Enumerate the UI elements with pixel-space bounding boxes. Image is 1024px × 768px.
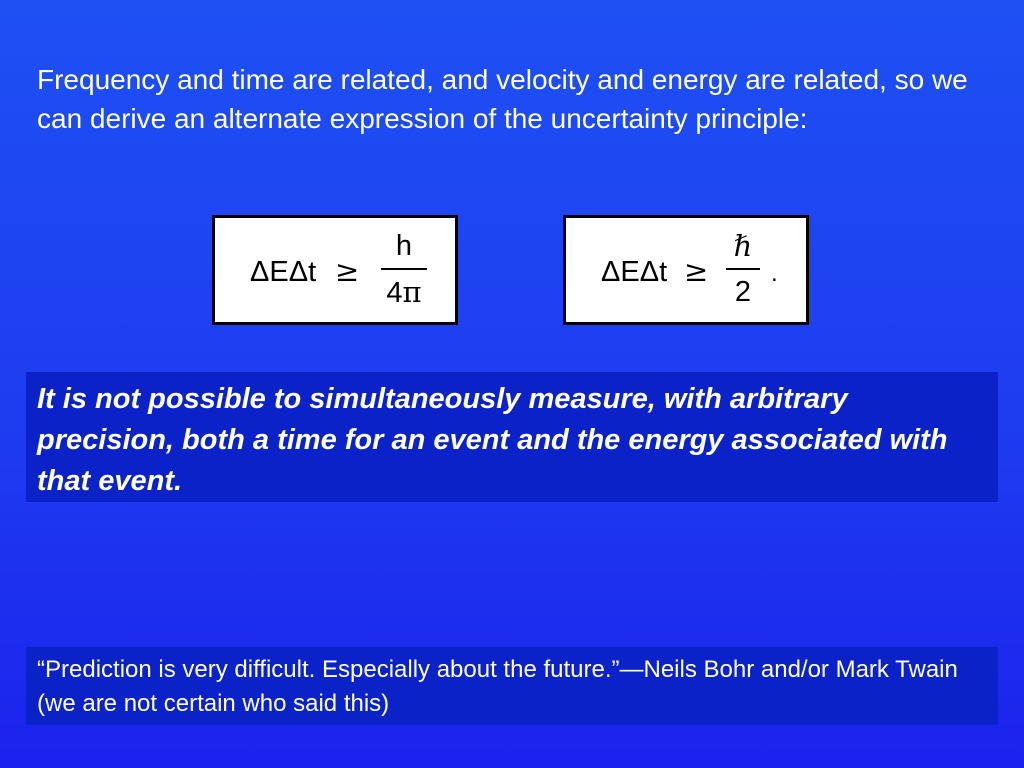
trailing-period: . <box>771 260 778 287</box>
fraction-denominator: 2 <box>734 276 752 308</box>
fraction-bar <box>381 268 427 270</box>
equation-box-h-over-4pi <box>212 215 458 325</box>
fraction <box>726 228 760 310</box>
intro-paragraph: Frequency and time are related, and velocity and energy are related, so we can derive an alternate expression of the uncertainty principle: <box>37 64 968 134</box>
denominator-coefficient: 4 <box>386 277 403 309</box>
fraction-bar <box>726 268 760 270</box>
equation-lhs: ΔEΔt <box>250 256 317 288</box>
fraction-numerator: h <box>395 230 413 262</box>
fraction <box>381 228 427 310</box>
fraction-numerator: ℏ <box>733 229 753 263</box>
geq-symbol: ≥ <box>335 254 360 288</box>
quote-callout: “Prediction is very difficult. Especially about the future.”—Neils Bohr and/or Mark Twain (we are not certain who said this) <box>26 647 998 725</box>
fraction-denominator <box>381 274 427 310</box>
pi-symbol: π <box>402 275 422 309</box>
uncertainty-statement-callout: It is not possible to simultaneously measure, with arbitrary precision, both a time for an event and the energy associated with that event. <box>26 372 998 502</box>
equation-lhs: ΔEΔt <box>601 256 668 288</box>
equation-box-hbar-over-2 <box>563 215 809 325</box>
geq-symbol: ≥ <box>684 254 709 288</box>
